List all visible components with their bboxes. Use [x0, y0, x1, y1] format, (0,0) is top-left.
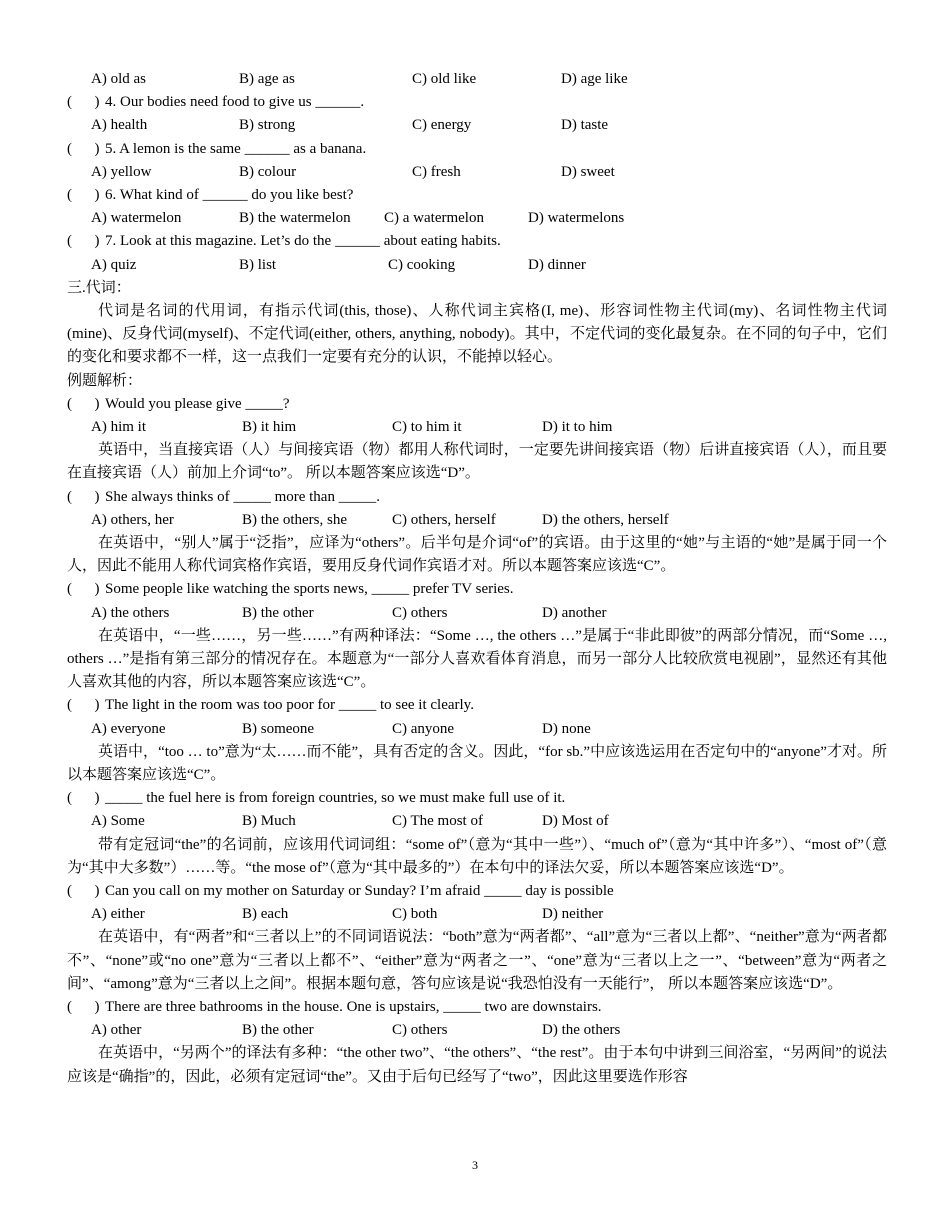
option: A) Some: [91, 813, 145, 830]
option: C) others: [392, 604, 448, 621]
options-row: [67, 207, 887, 230]
answer-blank: ( ): [67, 233, 100, 250]
option: D) the others: [542, 1022, 621, 1039]
question-line: [67, 578, 887, 601]
option: D) none: [542, 720, 591, 737]
option: C) a watermelon: [384, 210, 484, 227]
question-line: [67, 486, 887, 509]
option: B) the watermelon: [239, 210, 351, 227]
options-row: [67, 254, 887, 277]
option: B) the other: [242, 1022, 314, 1039]
option: B) age as: [239, 71, 295, 87]
options-row: [67, 161, 887, 184]
option: C) to him it: [392, 418, 462, 435]
option: B) colour: [239, 163, 297, 180]
option: A) others, her: [91, 511, 174, 528]
question-text: The light in the room was too poor for _____ to see it clearly.: [105, 697, 474, 714]
option: A) watermelon: [91, 210, 182, 227]
option: D) it to him: [542, 418, 613, 435]
answer-blank: ( ): [67, 94, 100, 111]
answer-blank: ( ): [67, 488, 100, 505]
option: A) everyone: [91, 720, 166, 737]
question-line: [67, 880, 887, 903]
answer-blank: ( ): [67, 140, 100, 157]
option: A) the others: [91, 604, 170, 621]
section-heading: 三.代词：: [67, 279, 131, 296]
question-line: [67, 996, 887, 1019]
option: C) The most of: [392, 813, 483, 830]
option: D) the others, herself: [542, 511, 669, 528]
section-heading: 例题解析：: [67, 372, 143, 389]
explanation-paragraph: 带有定冠词“the”的名词前，应该用代词词组：“some of”（意为“其中一些”）、“much of”（意为“其中许多”）、“most of”（意为“其中大多数”）……等。“the mose of”（意为“其中最多的”）在本句中的译法欠妥，所以本题答案应该选“D”。: [67, 836, 887, 876]
question-text: Can you call on my mother on Saturday or Sunday? I’m afraid _____ day is possible: [105, 882, 614, 899]
question-line: [67, 393, 887, 416]
explanation-paragraph: 英语中，“too … to”意为“太……而不能”，具有否定的含义。因此，“for sb.”中应该选运用在否定句中的“anyone”才对。所以本题答案应该选“C”。: [67, 743, 887, 783]
explanation-paragraph: 在英语中，“别人”属于“泛指”，应译为“others”。后半句是介词“of”的宾语。由于这里的“她”与主语的“她”是属于同一个人，因此不能用人称代词宾格作宾语，要用反身代词作宾语才对。所以本题答案应该选“C”。: [67, 534, 887, 575]
option: B) Much: [242, 813, 296, 830]
question-line: [67, 230, 887, 253]
option: C) anyone: [392, 720, 455, 737]
question-text: 4. Our bodies need food to give us ______.: [105, 94, 365, 111]
answer-blank: ( ): [67, 395, 100, 412]
option: C) fresh: [412, 163, 461, 180]
option: D) dinner: [528, 256, 586, 273]
option: A) yellow: [91, 163, 152, 180]
document-page: [67, 68, 887, 1089]
question-text: 6. What kind of ______ do you like best?: [105, 186, 354, 203]
option: D) Most of: [542, 813, 609, 830]
question-line: [67, 138, 887, 161]
options-row: [67, 718, 887, 741]
option: D) taste: [561, 117, 609, 134]
option: B) list: [239, 256, 277, 273]
option: B) the others, she: [242, 511, 347, 528]
explanation-paragraph: 代词是名词的代用词，有指示代词(this, those)、人称代词主宾格(I, me)、形容词性物主代词(my)、名词性物主代词(mine)、反身代词(myself)、不定代词(either, others, anything, nobody)。其中，不定代词的变化最复杂。在不同的句子中，它们的变化和要求都不一样，这一点我们一定要有充分的认识，不能掉以轻心。: [67, 302, 887, 366]
question-text: She always thinks of _____ more than _____.: [105, 488, 380, 505]
question-line: [67, 91, 887, 114]
question-text: 7. Look at this magazine. Let’s do the ______ about eating habits.: [105, 233, 501, 250]
options-row: [67, 509, 887, 532]
options-row: [67, 68, 887, 91]
options-row: [67, 903, 887, 926]
option: C) cooking: [388, 256, 456, 273]
option: C) others: [392, 1022, 448, 1039]
question-line: [67, 787, 887, 810]
option: D) another: [542, 604, 607, 621]
options-row: [67, 1019, 887, 1042]
answer-blank: ( ): [67, 790, 100, 807]
option: B) the other: [242, 604, 314, 621]
option: A) quiz: [91, 256, 137, 273]
answer-blank: ( ): [67, 697, 100, 714]
options-row: [67, 416, 887, 439]
page-number: 3: [472, 1158, 478, 1172]
option: C) energy: [412, 117, 472, 134]
option: A) either: [91, 906, 145, 923]
explanation-paragraph: 在英语中，“一些……，另一些……”有两种译法：“Some …, the others …”是属于“非此即彼”的两部分情况，而“Some …, others …”是指有第三部分的情况存在。本题意为“一部分人喜欢看体育消息，而另一部分人比较欣赏电视剧”，显然还有其他人喜欢其他的内容，所以本题答案应该选“C”。: [67, 627, 887, 691]
option: C) others, herself: [392, 511, 496, 528]
answer-blank: ( ): [67, 882, 100, 899]
explanation-paragraph: 英语中，当直接宾语（人）与间接宾语（物）都用人称代词时，一定要先讲间接宾语（物）后讲直接宾语（人），而且要在直接宾语（人）前加上介词“to”。 所以本题答案应该选“D”。: [67, 442, 887, 482]
options-row: [67, 602, 887, 625]
question-text: Would you please give _____?: [105, 395, 290, 412]
option: B) strong: [239, 117, 296, 134]
option: C) both: [392, 906, 438, 923]
question-text: 5. A lemon is the same ______ as a banana.: [105, 140, 367, 157]
option: D) watermelons: [528, 210, 625, 227]
option: D) neither: [542, 906, 604, 923]
explanation-paragraph: 在英语中，“另两个”的译法有多种：“the other two”、“the others”、“the rest”。由于本句中讲到三间浴室，“另两间”的说法应该是“确指”的，因此，必须有定冠词“the”。又由于后句已经写了“two”，因此这里要选作形容: [67, 1045, 887, 1085]
option: A) health: [91, 117, 148, 134]
option: A) old as: [91, 71, 146, 87]
option: A) him it: [91, 418, 146, 435]
question-text: _____ the fuel here is from foreign countries, so we must make full use of it.: [105, 790, 566, 807]
answer-blank: ( ): [67, 998, 100, 1015]
option: A) other: [91, 1022, 142, 1039]
question-line: [67, 694, 887, 717]
question-line: [67, 184, 887, 207]
option: D) sweet: [561, 163, 615, 180]
explanation-paragraph: 在英语中，有“两者”和“三者以上”的不同词语说法：“both”意为“两者都”、“all”意为“三者以上都”、“neither”意为“两者都不”、“none”或“no one”意为“三者以上都不”、“either”意为“两者之一”、“one”意为“三者以上之一”、“between”意为“两者之间”、“among”意为“三者以上之间”。根据本题句意，答句应该是说“我恐怕没有一天能行”， 所以本题答案应该选“D”。: [67, 929, 887, 992]
option: B) someone: [242, 720, 315, 737]
question-text: Some people like watching the sports news, _____ prefer TV series.: [105, 581, 514, 598]
option: B) it him: [242, 418, 297, 435]
answer-blank: ( ): [67, 581, 100, 598]
answer-blank: ( ): [67, 186, 100, 203]
option: C) old like: [412, 71, 477, 87]
option: D) age like: [561, 71, 628, 87]
option: B) each: [242, 906, 289, 923]
options-row: [67, 810, 887, 833]
options-row: [67, 114, 887, 137]
question-text: There are three bathrooms in the house. One is upstairs, _____ two are downstairs.: [105, 998, 602, 1015]
